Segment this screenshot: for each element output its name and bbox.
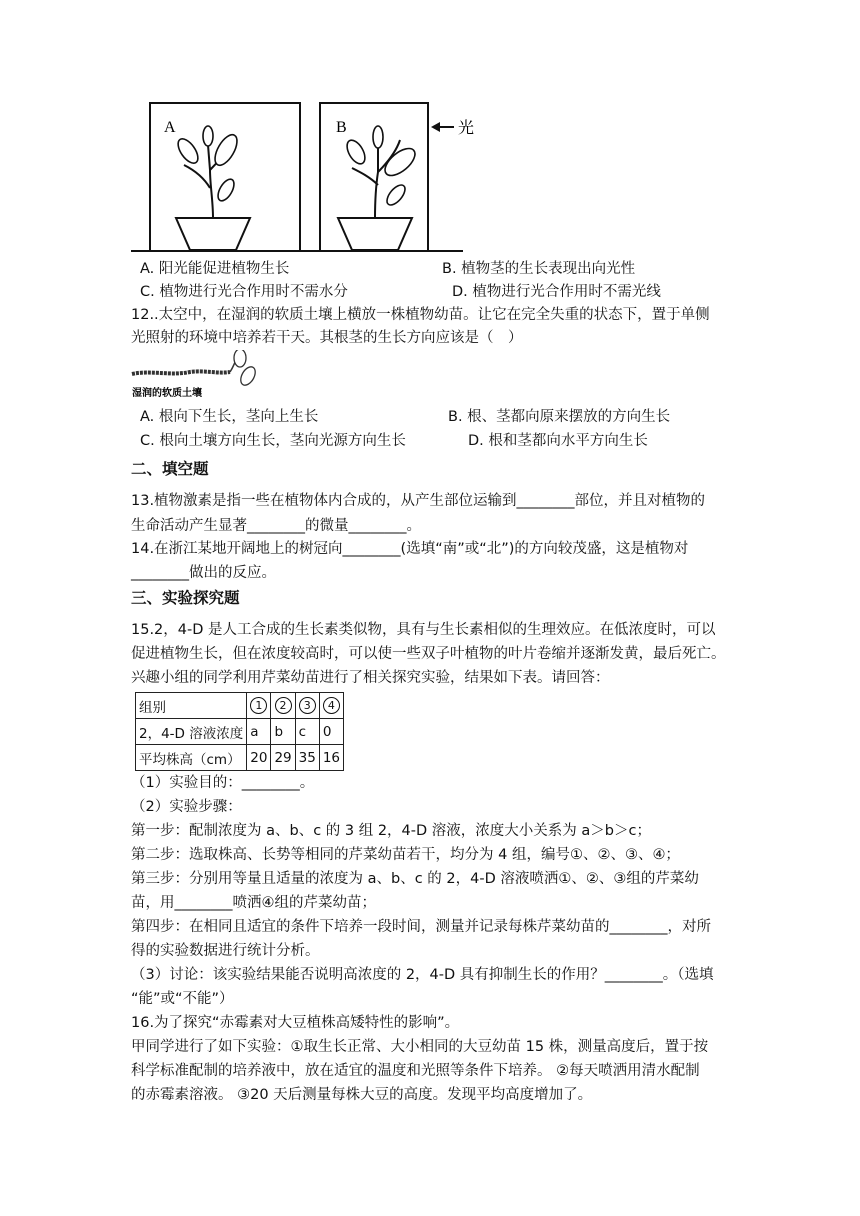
section-2-heading: 二、填空题 (131, 460, 209, 478)
q16-text-line3: 科学标准配制的培养液中，放在适宜的温度和光照等条件下培养。 ②每天喷洒用清水配制 (131, 1063, 700, 1079)
table-cell: c (295, 719, 319, 745)
soil-caption: 湿润的软质土壤 (132, 388, 202, 399)
q15-step4-line1: 第四步：在相同且适宜的条件下培养一段时间，测量并记录每株芹菜幼苗的________，对所 (131, 919, 711, 935)
table-cell (247, 693, 271, 719)
q15-text-line1: 15.2，4-D 是人工合成的生长素类似物，具有与生长素相似的生理效应。在低浓度时，可以 (131, 622, 716, 638)
table-row (136, 745, 344, 771)
table-row (136, 693, 344, 719)
q15-text-line3: 兴趣小组的同学利用芹菜幼苗进行了相关探究实验，结果如下表。请回答： (131, 670, 610, 686)
table-cell: 组别 (136, 693, 247, 719)
q15-step3-line2: 苗，用________喷洒④组的芹菜幼苗； (131, 895, 376, 911)
q11-option-a: A. 阳光能促进植物生长 (140, 261, 290, 277)
q15-step3-line1: 第三步：分别用等量且适量的浓度为 a、b、c 的 2，4-D 溶液喷洒①、②、③组的芹菜幼 (131, 871, 699, 887)
q15-text-line2: 促进植物生长，但在浓度较高时，可以使一些双子叶植物的叶片卷缩并逐渐发黄，最后死亡。 (131, 646, 726, 662)
group-number: 2 (275, 697, 292, 714)
table-row (136, 719, 344, 745)
table-cell: 2，4-D 溶液浓度 (136, 719, 247, 745)
table-cell: 平均株高（cm） (136, 745, 247, 771)
q12-text-line2: 光照射的环境中培养若干天。其根茎的生长方向应该是（ ） (131, 330, 523, 346)
q12-option-d: D. 根和茎都向水平方向生长 (468, 433, 648, 449)
table-cell: 16 (319, 745, 343, 771)
table-cell: 35 (295, 745, 319, 771)
q12-option-c: C. 根向土壤方向生长，茎向光源方向生长 (140, 433, 406, 449)
q13-text-line2: 生命活动产生显著________的微量________。 (131, 518, 421, 534)
q15-part3-line1: （3）讨论：该实验结果能否说明高浓度的 2，4-D 具有抑制生长的作用？________。（选填 (131, 967, 714, 983)
q14-text-line2: ________做出的反应。 (131, 565, 276, 581)
group-number: 1 (250, 697, 267, 714)
q15-part1: （1）实验目的：________。 (131, 775, 315, 791)
q16-text-line1: 16.为了探究“赤霉素对大豆植株高矮特性的影响”。 (131, 1015, 460, 1031)
q16-text-line4: 的赤霉素溶液。 ③20 天后测量每株大豆的高度。发现平均高度增加了。 (131, 1087, 593, 1103)
q16-text-line2: 甲同学进行了如下实验：①取生长正常、大小相同的大豆幼苗 15 株，测量高度后，置于按 (131, 1039, 709, 1055)
q15-data-table (135, 692, 344, 771)
table-cell: a (247, 719, 271, 745)
section-3-heading: 三、实验探究题 (131, 589, 240, 607)
q12-option-b: B. 根、茎都向原来摆放的方向生长 (448, 409, 671, 425)
q11-option-b: B. 植物茎的生长表现出向光性 (442, 261, 636, 277)
q11-option-c: C. 植物进行光合作用时不需水分 (140, 284, 348, 300)
table-cell: 29 (271, 745, 295, 771)
q15-step1: 第一步：配制浓度为 a、b、c 的 3 组 2，4-D 溶液，浓度大小关系为 a＞b＞c； (131, 823, 651, 839)
q15-step2: 第二步：选取株高、长势等相同的芹菜幼苗若干，均分为 4 组，编号①、②、③、④； (131, 847, 680, 863)
q13-text-line1: 13.植物激素是指一些在植物体内合成的，从产生部位运输到________部位，并且对植物的 (131, 493, 706, 509)
q11-option-d: D. 植物进行光合作用时不需光线 (452, 284, 661, 300)
group-number: 3 (299, 697, 316, 714)
table-cell: 20 (247, 745, 271, 771)
table-cell (271, 693, 295, 719)
light-label: 光 (458, 118, 475, 137)
q15-part3-line2: “能”或“不能”） (131, 991, 234, 1007)
q14-text-line1: 14.在浙江某地开阔地上的树冠向________(选填“南”或“北”)的方向较茂盛，这是植物对 (131, 541, 689, 557)
table-cell (319, 693, 343, 719)
table-cell: b (271, 719, 295, 745)
group-number: 4 (323, 697, 340, 714)
plant-phototropism-figure (128, 100, 488, 255)
table-cell: 0 (319, 719, 343, 745)
q12-option-a: A. 根向下生长，茎向上生长 (140, 409, 319, 425)
q15-part2: （2）实验步骤： (131, 799, 242, 815)
q15-step4-line2: 得的实验数据进行统计分析。 (131, 943, 320, 959)
table-cell (295, 693, 319, 719)
box-a-label: A (164, 119, 176, 136)
box-b-label: B (336, 119, 347, 136)
q12-text-line1: 12..太空中，在湿润的软质土壤上横放一株植物幼苗。让它在完全失重的状态下，置于单侧 (131, 307, 710, 323)
q12-seedling-figure (130, 350, 260, 405)
